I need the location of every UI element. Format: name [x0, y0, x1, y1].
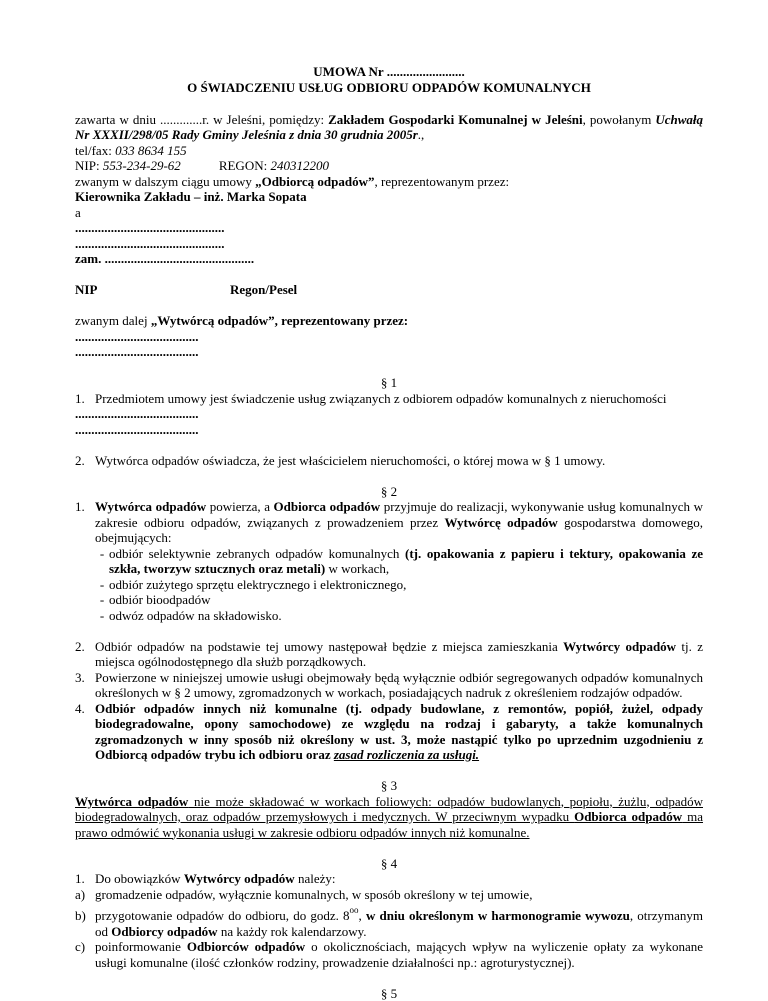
nip-regon-fields: NIP Regon/Pesel	[75, 282, 703, 298]
nip-regon-line: NIP: 553-234-29-62 REGON: 240312200	[75, 158, 703, 174]
s4-item-c: c) poinformowanie Odbiorców odpadów o okolicznościach, mających wpływ na wyliczenie opłaty za wykonane usługi komunalne (ilość członków rodziny, prowadzenie działalności np.: agroturystycznej).	[75, 939, 703, 970]
tel-line: tel/fax: 033 8634 155	[75, 143, 703, 159]
s2-point-1: 1. Wytwórca odpadów powierza, a Odbiorca odpadów przyjmuje do realizacji, wykonywanie usług komunalnych w zakresie odbioru odpadów, związanych z prowadzeniem przez Wytwórcę odpadów gospodarstwa domowego, obejmujących:	[75, 499, 703, 546]
s4-item-b: b) przygotowanie odpadów do odbioru, do godz. $8^{oo}$, w dniu określonym w harmonogramie wywozu, otrzymanym od Odbiorcy odpadów na każdy rok kalendarzowy.	[75, 908, 703, 939]
s2-dash-1: - odbiór selektywnie zebranych odpadów komunalnych (tj. opakowania z papieru i tektury, opakowania ze szkła, tworzyw sztucznych oraz metali) w workach,	[75, 546, 703, 577]
contract-title: UMOWA Nr ........................	[75, 64, 703, 80]
section-4-heading: § 4	[75, 856, 703, 872]
section-5-heading: § 5	[75, 986, 703, 1001]
contract-subtitle: O ŚWIADCZENIU USŁUG ODBIORU ODPADÓW KOMUNALNYCH	[75, 80, 703, 96]
s3-paragraph: Wytwórca odpadów nie może składować w workach foliowych: odpadów budowlanych, popiołu, żużlu, odpadów biodegradowalnych, oraz odpadów przemysłowych i medycznych. W przeciwnym wypadku Odbiorca odpadów ma prawo odmówić wykonania usługi w zakresie odbioru odpadów innych niż komunalne.	[75, 794, 703, 841]
s2-dash-4: - odwóz odpadów na składowisko.	[75, 608, 703, 624]
called-line: zwanym w dalszym ciągu umowy „Odbiorcą odpadów”, reprezentowanym przez:	[75, 174, 703, 190]
section-1-heading: § 1	[75, 375, 703, 391]
intro-paragraph: zawarta w dniu .............r. w Jeleśni, pomiędzy: Zakładem Gospodarki Komunalnej w Jeleśni, powołanym Uchwałą Nr XXXII/298/05 Rady Gminy Jeleśnia z dnia 30 grudnia 2005r.,	[75, 112, 703, 143]
s1-blank-1: ......................................	[75, 406, 703, 422]
blank-field-3: ......................................	[75, 329, 703, 345]
blank-field-2: ..............................................	[75, 236, 703, 252]
contract-document	[75, 64, 703, 1001]
s1-point-1: 1. Przedmiotem umowy jest świadczenie usług związanych z odbiorem odpadów komunalnych z nieruchomości	[75, 391, 703, 407]
s2-point-4: 4. Odbiór odpadów innych niż komunalne (tj. odpady budowlane, z remontów, popiół, żużel, odpady biodegradowalne, opony samochodowe) ze względu na rodzaj i gabaryty, a także komunalnych zgromadzonych w inny sposób niż określony w ust. 3, może nastąpić tylko po uprzednim uzgodnieniu z Odbiorcą odpadów trybu ich odbioru oraz zasad rozliczenia za usługi.	[75, 701, 703, 763]
called2-line: zwanym dalej „Wytwórcą odpadów”, reprezentowany przez:	[75, 313, 703, 329]
and-line: a	[75, 205, 703, 221]
s2-dash-2: - odbiór zużytego sprzętu elektrycznego i elektronicznego,	[75, 577, 703, 593]
section-2-heading: § 2	[75, 484, 703, 500]
s2-point-3: 3. Powierzone w niniejszej umowie usługi obejmowały będą wyłącznie odbiór segregowanych odpadów komunalnych określonych w § 2 umowy, zgromadzonych w workach, posiadających nadruk z określeniem rodzajów odpadów.	[75, 670, 703, 701]
s2-dash-3: - odbiór bioodpadów	[75, 592, 703, 608]
s1-point-2: 2. Wytwórca odpadów oświadcza, że jest właścicielem nieruchomości, o której mowa w § 1 umowy.	[75, 453, 703, 469]
blank-field-4: ......................................	[75, 344, 703, 360]
address-field: zam. ..............................................	[75, 251, 703, 267]
s1-blank-2: ......................................	[75, 422, 703, 438]
s4-item-a: a) gromadzenie odpadów, wyłącznie komunalnych, w sposób określony w tej umowie,	[75, 887, 703, 903]
s4-point-1: 1. Do obowiązków Wytwórcy odpadów należy:	[75, 871, 703, 887]
representative: Kierownika Zakładu – inż. Marka Sopata	[75, 189, 703, 205]
s2-point-2: 2. Odbiór odpadów na podstawie tej umowy następował będzie z miejsca zamieszkania Wytwórcy odpadów tj. z miejsca ogólnodostępnego dla służb porządkowych.	[75, 639, 703, 670]
section-3-heading: § 3	[75, 778, 703, 794]
blank-field-1: ..............................................	[75, 220, 703, 236]
